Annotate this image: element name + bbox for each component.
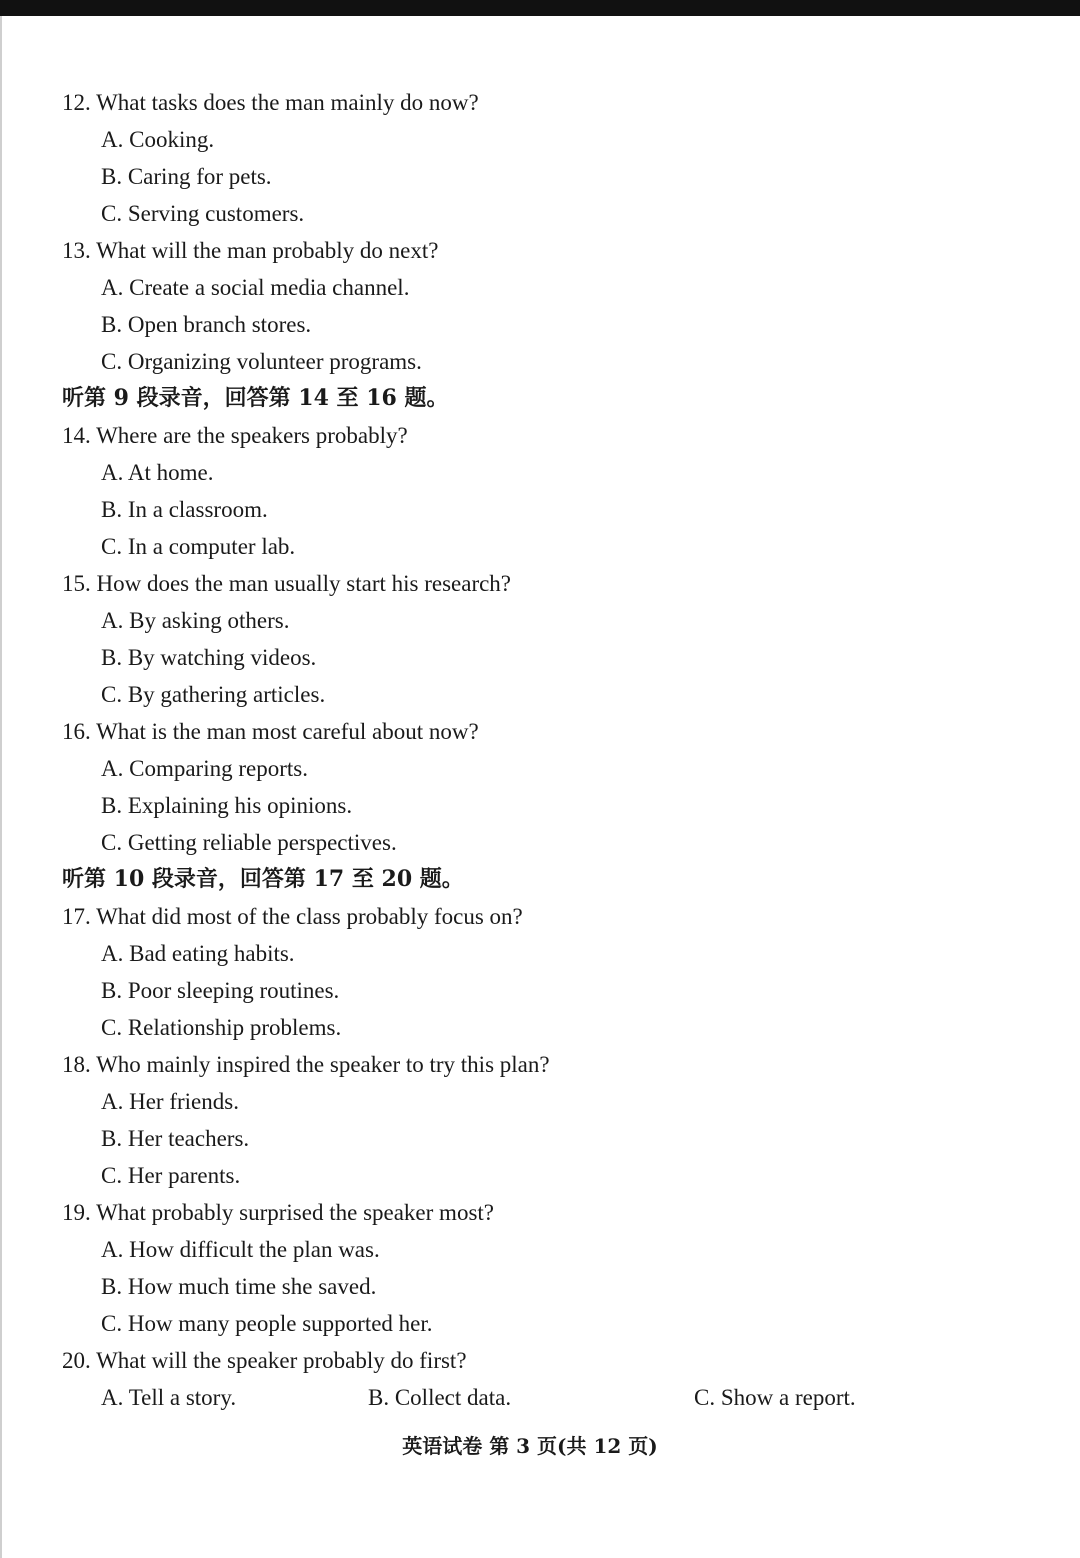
option-c: C. Organizing volunteer programs. <box>101 349 422 374</box>
question-stem: 14. Where are the speakers probably? <box>62 423 408 448</box>
option-b: B. Collect data. <box>368 1385 512 1410</box>
option-a: A. Create a social media channel. <box>101 275 410 300</box>
option-a: A. Comparing reports. <box>101 756 308 781</box>
option-c: C. Relationship problems. <box>101 1015 342 1040</box>
option-a: A. At home. <box>101 460 214 485</box>
option-c: C. By gathering articles. <box>101 682 326 707</box>
inline-options <box>0 1379 1080 1416</box>
option-a: A. Bad eating habits. <box>101 941 295 966</box>
question-stem: 12. What tasks does the man mainly do now? <box>62 90 479 115</box>
option-b: B. In a classroom. <box>101 497 268 522</box>
option-b: B. By watching videos. <box>101 645 317 670</box>
option-a: A. Tell a story. <box>101 1385 237 1410</box>
option-b: B. How much time she saved. <box>101 1274 377 1299</box>
question-stem: 17. What did most of the class probably focus on? <box>62 904 523 929</box>
question-stem: 15. How does the man usually start his research? <box>62 571 512 596</box>
option-a: A. Cooking. <box>101 127 215 152</box>
option-c: C. Her parents. <box>101 1163 241 1188</box>
question-stem: 20. What will the speaker probably do first? <box>62 1348 467 1373</box>
question-stem: 18. Who mainly inspired the speaker to try this plan? <box>62 1052 550 1077</box>
top-border <box>0 0 1080 16</box>
question-list <box>0 84 1080 1416</box>
option-b: B. Poor sleeping routines. <box>101 978 340 1003</box>
option-b: B. Caring for pets. <box>101 164 272 189</box>
option-c: C. In a computer lab. <box>101 534 296 559</box>
option-c: C. Serving customers. <box>101 201 305 226</box>
option-b: B. Explaining his opinions. <box>101 793 353 818</box>
question-stem: 16. What is the man most careful about now? <box>62 719 479 744</box>
option-c: C. Show a report. <box>694 1385 856 1410</box>
option-b: B. Open branch stores. <box>101 312 312 337</box>
option-a: A. By asking others. <box>101 608 290 633</box>
question-stem: 19. What probably surprised the speaker most? <box>62 1200 494 1225</box>
option-a: A. Her friends. <box>101 1089 239 1114</box>
option-b: B. Her teachers. <box>101 1126 250 1151</box>
option-c: C. How many people supported her. <box>101 1311 433 1336</box>
section-instruction: 听第 10 段录音，回答第 17 至 20 题。 <box>62 866 464 892</box>
option-a: A. How difficult the plan was. <box>101 1237 380 1262</box>
question-stem: 13. What will the man probably do next? <box>62 238 439 263</box>
section-instruction: 听第 9 段录音，回答第 14 至 16 题。 <box>62 385 449 411</box>
option-c: C. Getting reliable perspectives. <box>101 830 397 855</box>
page-footer: 英语试卷 第 3 页(共 12 页) <box>402 1434 658 1458</box>
